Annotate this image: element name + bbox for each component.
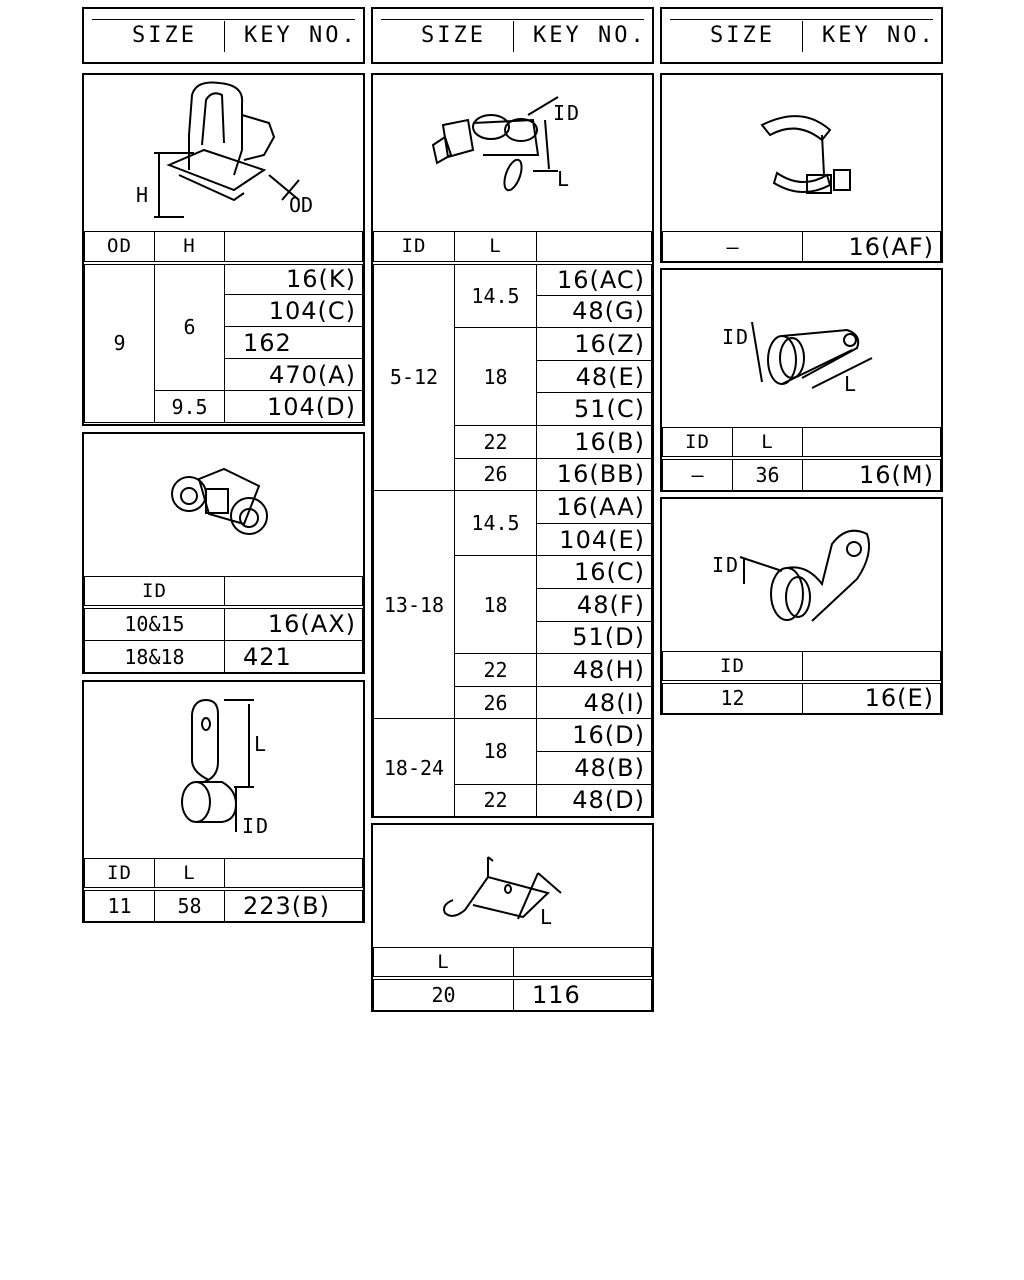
pclamp2-panel [660,497,943,715]
h-value: 6 [155,263,225,391]
dim-l-label: L [557,167,570,191]
col-key [225,859,363,889]
col-id: ID [85,859,155,889]
l-value: 18 [455,719,537,784]
l-value: 20 [374,978,514,1011]
key-no: 16(B) [537,425,652,458]
key-label: KEY NO. [533,23,647,48]
tab-table [373,947,652,1011]
header-rule [670,19,933,20]
key-label: KEY NO. [822,23,936,48]
holder-drawing [84,434,363,576]
key-no: 48(G) [537,295,652,328]
l-value: 26 [455,458,537,491]
col-l: L [374,948,514,978]
clamp-drawing [373,75,652,231]
col-key [537,232,652,263]
key-no: 16(K) [225,263,363,295]
dim-l-label: L [844,372,857,396]
pclamp-panel [82,680,365,923]
key-no: 16(AC) [537,263,652,296]
key-no: 162 [225,327,363,359]
clip-drawing [84,75,363,231]
key-label: KEY NO. [244,23,358,48]
key-no: 48(B) [537,751,652,784]
header-divider [513,21,514,52]
header-rule [92,19,355,20]
l-value: 58 [155,889,225,922]
key-no: 104(E) [537,523,652,556]
size-label: SIZE [710,23,775,48]
holder-figure [84,434,363,576]
key-no: 48(I) [537,686,652,719]
dim-id-label: ID [242,814,271,838]
col-key [514,948,652,978]
id-value: 18&18 [85,641,225,673]
col-key [225,232,363,263]
dim-id-label: ID [553,101,582,125]
ring-clip-panel [660,268,943,492]
key-no: 16(AF) [803,232,941,262]
key-no: 48(H) [537,654,652,687]
col-key [225,577,363,607]
dim-l-label: L [540,905,553,929]
clamp-panel [371,73,654,818]
key-no: 16(AX) [225,607,363,641]
size-value: — [663,232,803,262]
pclamp-figure [84,682,363,858]
key-no: 104(D) [225,391,363,423]
key-no: 51(C) [537,393,652,426]
l-value: 26 [455,686,537,719]
key-no: 48(E) [537,360,652,393]
l-value: 22 [455,784,537,817]
id-value: 12 [663,682,803,714]
header-rule [381,19,644,20]
dim-id-label: ID [722,325,751,349]
l-value: 18 [455,556,537,654]
band-drawing [662,75,941,231]
dim-h-label: H [136,183,149,207]
header-col2 [371,7,654,64]
pclamp2-drawing [662,499,941,651]
col-id: ID [663,428,733,458]
key-no: 421 [225,641,363,673]
key-no: 51(D) [537,621,652,654]
key-no: 104(C) [225,295,363,327]
ring-clip-table [662,427,941,491]
l-value: 22 [455,654,537,687]
key-no: 16(BB) [537,458,652,491]
id-value: — [663,458,733,491]
col-l: L [733,428,803,458]
tab-figure [373,825,652,947]
l-value: 14.5 [455,263,537,328]
key-no: 116 [514,978,652,1011]
col-od: OD [85,232,155,263]
id-value: 18-24 [374,719,455,817]
ring-clip-figure [662,270,941,427]
col-id: ID [374,232,455,263]
dim-id-label: ID [712,553,741,577]
key-no: 16(AA) [537,491,652,524]
col-id: ID [663,652,803,682]
l-value: 36 [733,458,803,491]
key-no: 16(C) [537,556,652,589]
id-value: 10&15 [85,607,225,641]
header-divider [802,21,803,52]
h-value: 9.5 [155,391,225,423]
size-label: SIZE [421,23,486,48]
tab-drawing [373,825,652,947]
col-l: L [155,859,225,889]
key-no: 48(F) [537,588,652,621]
holder-table [84,576,363,673]
col-h: H [155,232,225,263]
id-value: 5-12 [374,263,455,491]
dim-l-label: L [254,732,267,756]
key-no: 16(M) [803,458,941,491]
id-value: 13-18 [374,491,455,719]
clip-figure [84,75,363,231]
pclamp2-table [662,651,941,714]
od-value: 9 [85,263,155,423]
tab-panel [371,823,654,1012]
pclamp-table [84,858,363,922]
band-table [662,231,941,262]
ring-clip-drawing [662,270,941,427]
size-label: SIZE [132,23,197,48]
dim-od-label: OD [289,193,314,217]
key-no: 16(Z) [537,328,652,361]
col-key [803,652,941,682]
l-value: 14.5 [455,491,537,556]
col-key [803,428,941,458]
key-no: 16(D) [537,719,652,752]
pclamp-drawing [84,682,363,858]
key-no: 223(B) [225,889,363,922]
holder-panel [82,432,365,674]
col-l: L [455,232,537,263]
clamp-table [373,231,652,817]
header-divider [224,21,225,52]
clip-panel [82,73,365,426]
l-value: 22 [455,425,537,458]
key-no: 16(E) [803,682,941,714]
col-id: ID [85,577,225,607]
key-no: 48(D) [537,784,652,817]
l-value: 18 [455,328,537,426]
id-value: 11 [85,889,155,922]
pclamp2-figure [662,499,941,651]
band-panel [660,73,943,263]
header-col3 [660,7,943,64]
clip-table [84,231,363,423]
clamp-figure [373,75,652,231]
key-no: 470(A) [225,359,363,391]
band-figure [662,75,941,231]
header-col1 [82,7,365,64]
